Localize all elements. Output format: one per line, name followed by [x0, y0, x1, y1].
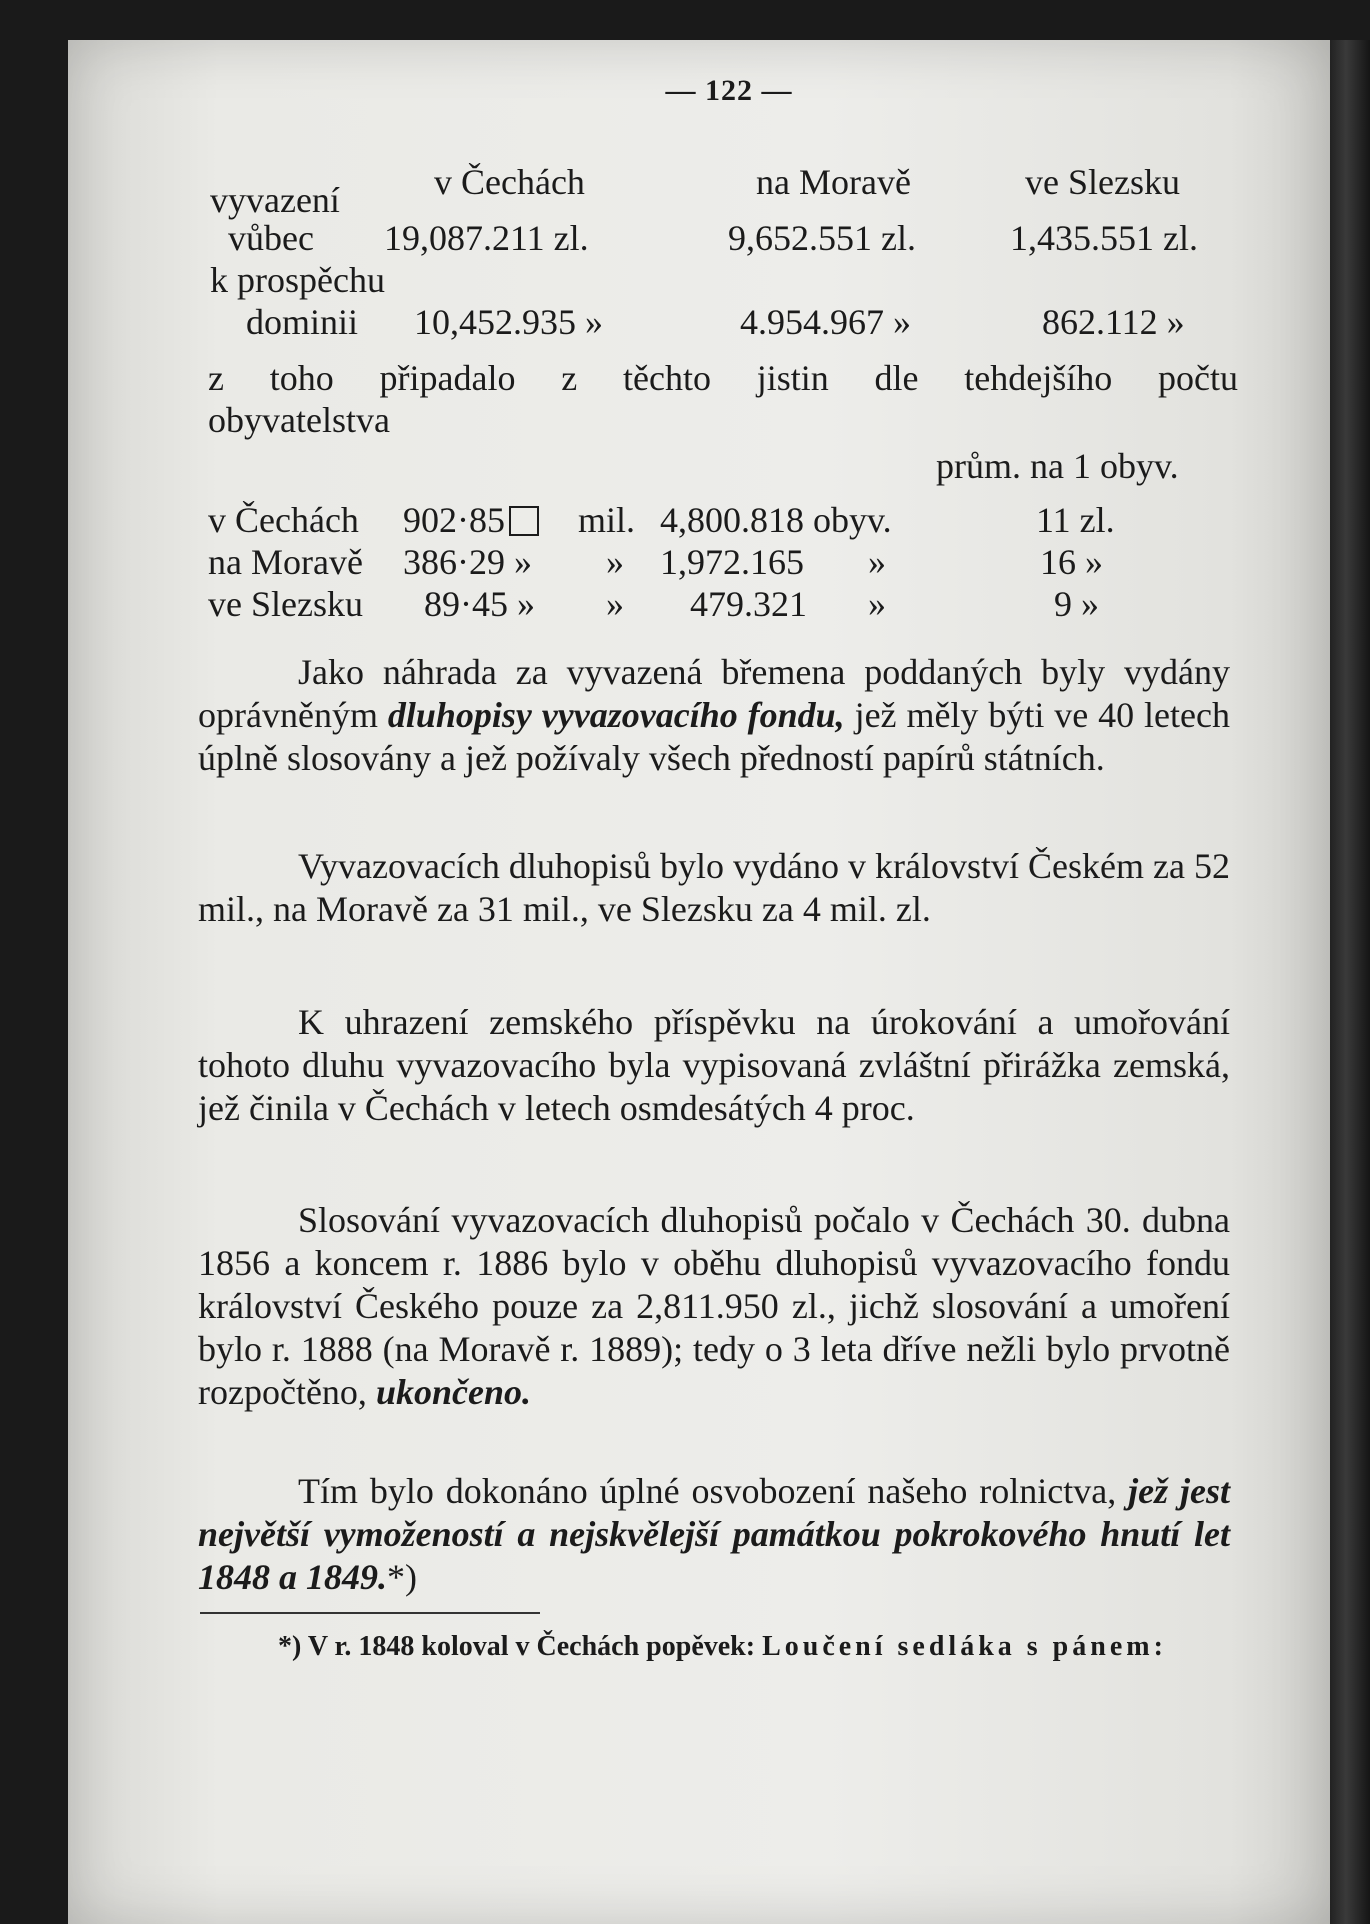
table-row-label: ve Slezsku	[208, 584, 363, 624]
table-row-label: dominii	[246, 302, 359, 342]
table-cell: 479.321	[690, 584, 807, 624]
table-cell: »	[606, 584, 624, 624]
table-row-label: vůbec	[228, 218, 314, 258]
blank-square-glyph	[509, 506, 539, 536]
paragraph: K uhrazení zemského příspěvku na úrokování a umořování tohoto dluhu vyvazovacího byla vypisovaná zvláštní přirážka zemská, jež činila v Čechách v letech osmdesátých 4 proc.	[198, 1002, 1230, 1128]
emphasis: dluhopisy vyvazovacího fondu,	[387, 695, 845, 735]
table-cell: 386·29 »	[403, 542, 532, 582]
table-cell: mil.	[578, 500, 636, 540]
table-row-label: k prospěchu	[210, 260, 385, 300]
paragraph: Jako náhrada za vyvazená břemena poddaných byly vydány oprávněným dluhopisy vyvazovacího fondu, jež měly býti ve 40 letech úplně slosovány a jež požívaly všech předností papírů státních.	[198, 652, 1230, 778]
table-header-bohemia: v Čechách	[434, 162, 585, 202]
footnote: *) V r. 1848 koloval v Čechách popěvek: Loučení sedláka s pánem:	[278, 1631, 1167, 1662]
table-header-row-label: vyvazení	[210, 180, 340, 220]
footnote-marker: *)	[387, 1557, 417, 1597]
page-number: — 122 —	[665, 74, 793, 107]
table-cell: »	[606, 542, 624, 582]
table-header-silesia: ve Slezsku	[1025, 162, 1180, 202]
table-header-moravia: na Moravě	[756, 162, 911, 202]
table-cell: 10,452.935 »	[414, 302, 603, 342]
emphasis: jež jest největší vymožeností a nejskvělejší památkou pokrokového hnutí let 1848 a 1849.	[198, 1471, 1231, 1597]
table-cell: 862.112 »	[1042, 302, 1185, 342]
table-cell: 4.954.967 »	[740, 302, 911, 342]
table-cell: »	[868, 542, 886, 582]
table-cell: 4,800.818 obyv.	[660, 500, 892, 540]
emphasis: ukončeno.	[375, 1372, 531, 1412]
table-row-label: na Moravě	[208, 542, 363, 582]
paragraph: Vyvazovacích dluhopisů bylo vydáno v království Českém za 52 mil., na Moravě za 31 mil., ve Slezsku za 4 mil. zl.	[198, 846, 1230, 929]
table-cell: 902·85	[403, 500, 543, 540]
table-cell: »	[868, 584, 886, 624]
table-row-label: v Čechách	[208, 500, 359, 540]
intro-line: obyvatelstva	[208, 400, 390, 440]
table-cell: 1,435.551 zl.	[1010, 218, 1198, 258]
footnote-rule	[200, 1612, 540, 1614]
intro-line: z toho připadalo z těchto jistin dle tehdejšího počtu	[208, 358, 1238, 398]
table-cell: 16 »	[1040, 542, 1103, 582]
table-cell: 9 »	[1054, 584, 1099, 624]
table-cell: 9,652.551 zl.	[728, 218, 916, 258]
table-header-average: prům. na 1 obyv.	[936, 446, 1179, 486]
table-cell: 89·45 »	[424, 584, 535, 624]
paragraph: Tím bylo dokonáno úplné osvobození našeho rolnictva, jež jest největší vymožeností a nejskvělejší památkou pokrokového hnutí let 1848 a 1849.*)	[198, 1471, 1231, 1597]
page-edge-shadow	[1330, 40, 1370, 1924]
table-cell: 11 zl.	[1036, 500, 1115, 540]
table-cell: 19,087.211 zl.	[384, 218, 589, 258]
table-cell: 1,972.165	[660, 542, 804, 582]
paragraph: Slosování vyvazovacích dluhopisů počalo v Čechách 30. dubna 1856 a koncem r. 1886 bylo v oběhu dluhopisů vyvazovacího fondu království Českého pouze za 2,811.950 zl., jichž slosování a umoření bylo r. 1888 (na Moravě r. 1889); tedy o 3 leta dříve nežli bylo prvotně rozpočtěno, ukončeno.	[198, 1200, 1230, 1412]
